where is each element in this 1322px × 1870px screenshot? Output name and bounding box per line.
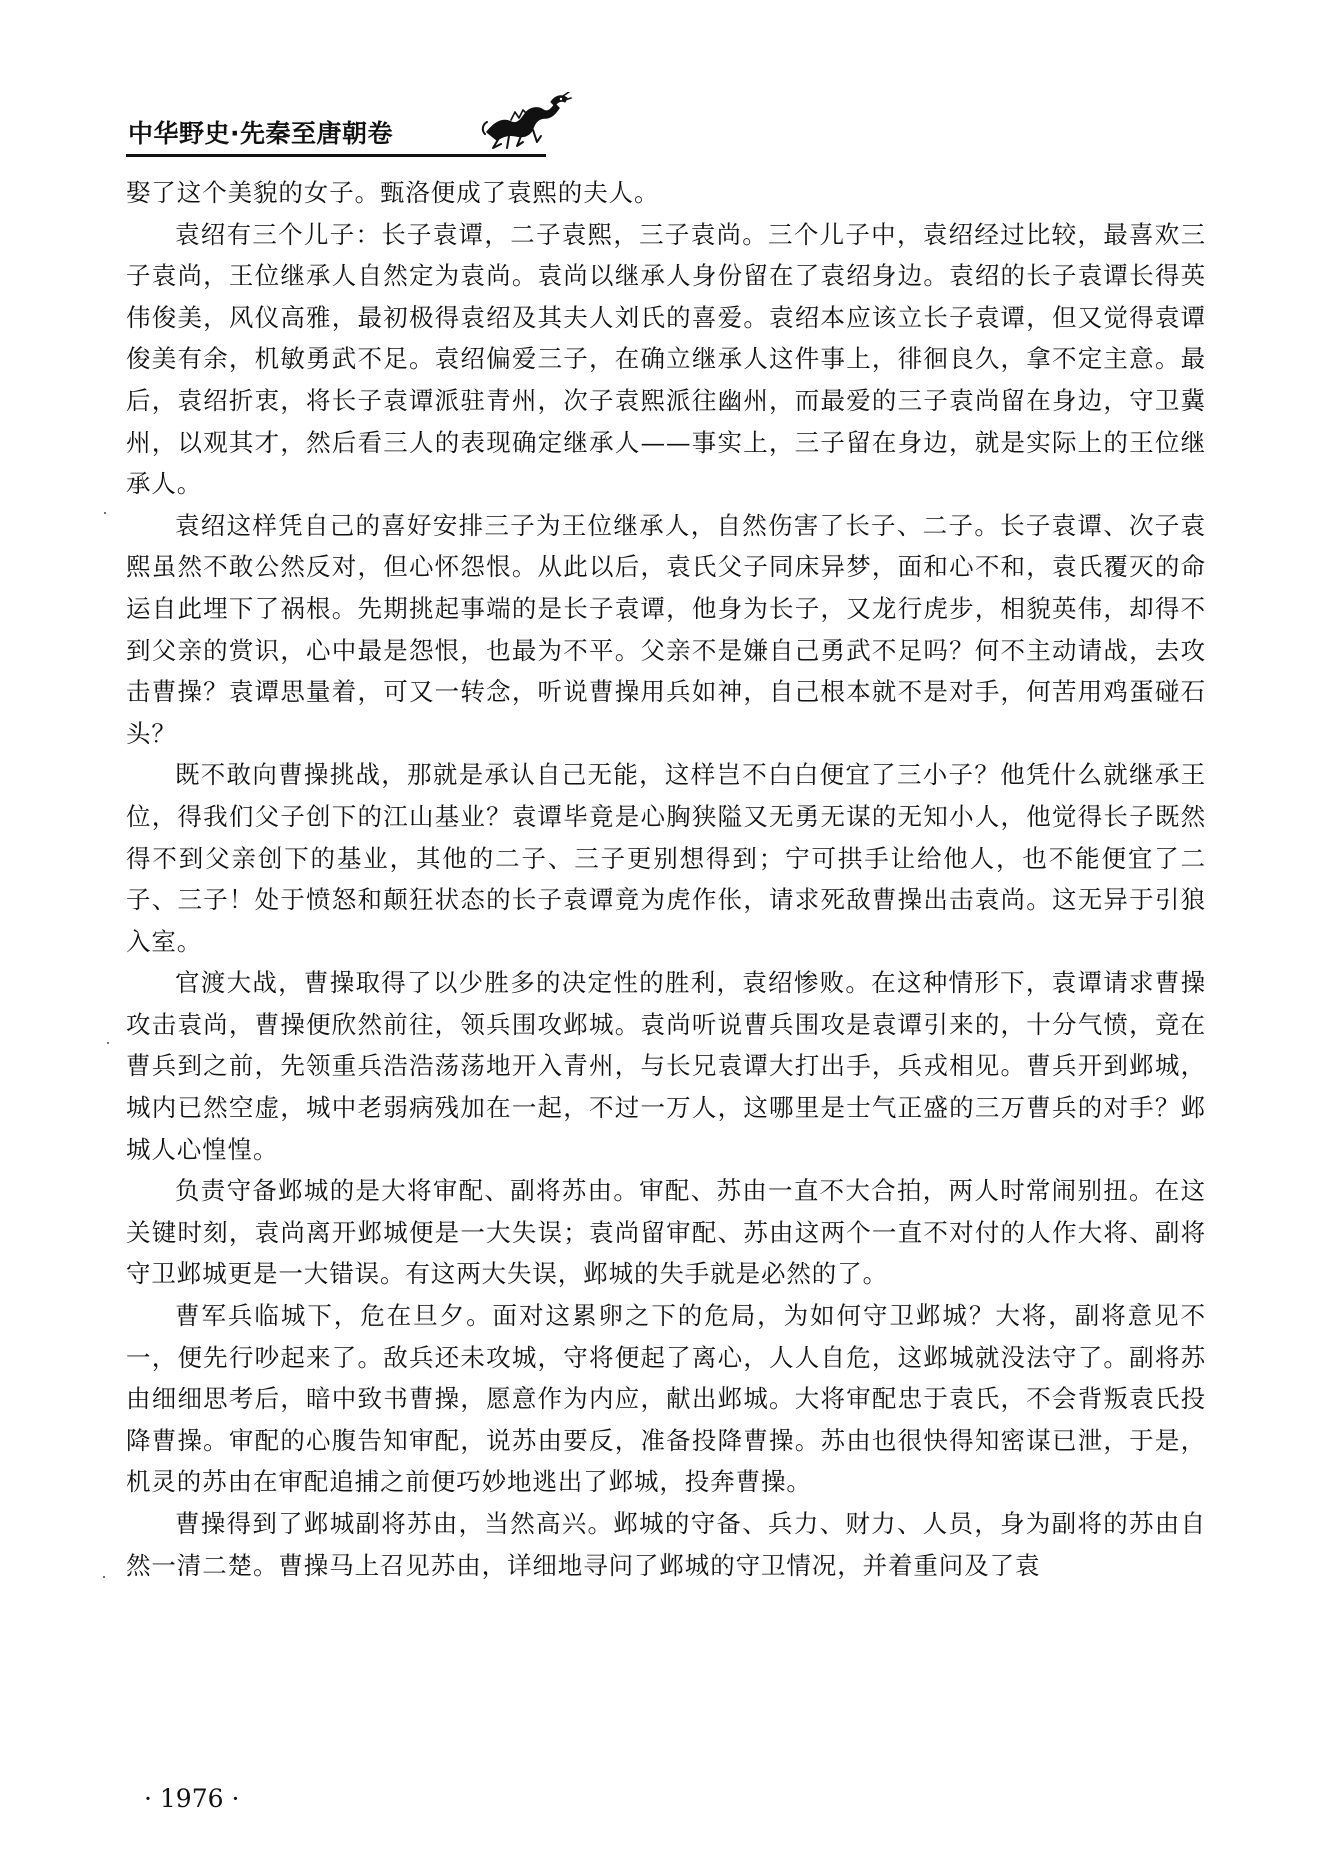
- running-header: [126, 92, 546, 162]
- paragraph: 官渡大战，曹操取得了以少胜多的决定性的胜利，袁绍惨败。在这种情形下，袁谭请求曹操攻击袁尚，曹操便欣然前往，领兵围攻邺城。袁尚听说曹兵围攻是袁谭引来的，十分气愤，竟在曹兵到之前，先领重兵浩浩荡荡地开入青州，与长兄袁谭大打出手，兵戎相见。曹兵开到邺城，城内已然空虚，城中老弱病残加在一起，不过一万人，这哪里是士气正盛的三万曹兵的对手？邺城人心惶惶。: [126, 968, 1206, 1164]
- paragraph: 袁绍有三个儿子：长子袁谭，二子袁熙，三子袁尚。三个儿子中，袁绍经过比较，最喜欢三子袁尚，王位继承人自然定为袁尚。袁尚以继承人身份留在了袁绍身边。袁绍的长子袁谭长得英伟俊美，风仪高雅，最初极得袁绍及其夫人刘氏的喜爱。袁绍本应该立长子袁谭，但又觉得袁谭俊美有余，机敏勇武不足。袁绍偏爱三子，在确立继承人这件事上，徘徊良久，拿不定主意。最后，袁绍折衷，将长子袁谭派驻青州，次子袁熙派往幽州，而最爱的三子袁尚留在身边，守卫冀州，以观其才，然后看三人的表现确定继承人——事实上，三子留在身边，就是实际上的王位继承人。: [126, 219, 1206, 499]
- scan-speck: [107, 1042, 109, 1044]
- scan-speck: [103, 1576, 105, 1578]
- paragraph: 袁绍这样凭自己的喜好安排三子为王位继承人，自然伤害了长子、二子。长子袁谭、次子袁熙虽然不敢公然反对，但心怀怨恨。从此以后，袁氏父子同床异梦，面和心不和，袁氏覆灭的命运自此埋下了祸根。先期挑起事端的是长子袁谭，他身为长子，又龙行虎步，相貌英伟，却得不到父亲的赏识，心中最是怨恨，也最为不平。父亲不是嫌自己勇武不足吗？何不主动请战，去攻击曹操？袁谭思量着，可又一转念，听说曹操用兵如神，自己根本就不是对手，何苦用鸡蛋碰石头？: [126, 510, 1206, 748]
- paragraph: 既不敢向曹操挑战，那就是承认自己无能，这样岂不白白便宜了三小子？他凭什么就继承王位，得我们父子创下的江山基业？袁谭毕竟是心胸狭隘又无勇无谋的无知小人，他觉得长子既然得不到父亲创下的基业，其他的二子、三子更别想得到；宁可拱手让给他人，也不能便宜了二子、三子！处于愤怒和颠狂状态的长子袁谭竟为虎作伥，请求死敌曹操出击袁尚。这无异于引狼入室。: [126, 760, 1206, 956]
- paragraph: 曹操得到了邺城副将苏由，当然高兴。邺城的守备、兵力、财力、人员，身为副将的苏由自然一清二楚。曹操马上召见苏由，详细地寻问了邺城的守卫情况，并着重问及了袁: [126, 1509, 1206, 1580]
- body-text: [126, 172, 1206, 1586]
- book-title: 中华野史·先秦至唐朝卷: [128, 119, 393, 148]
- paragraph: 负责守备邺城的是大将审配、副将苏由。审配、苏由一直不大合拍，两人时常闹别扭。在这关键时刻，袁尚离开邺城便是一大失误；袁尚留审配、苏由这两个一直不对付的人作大将、副将守卫邺城更是一大错误。有这两大失误，邺城的失手就是必然的了。: [126, 1176, 1206, 1289]
- paragraph: 娶了这个美貌的女子。甄洛便成了袁熙的夫人。: [126, 178, 660, 207]
- header-rule: [126, 154, 546, 157]
- paragraph: 曹军兵临城下，危在旦夕。面对这累卵之下的危局，为如何守卫邺城？大将，副将意见不一，便先行吵起来了。敌兵还未攻城，守将便起了离心，人人自危，这邺城就没法守了。副将苏由细细思考后，暗中致书曹操，愿意作为内应，献出邺城。大将审配忠于袁氏，不会背叛袁氏投降曹操。审配的心腹告知审配，说苏由要反，准备投降曹操。苏由也很快得知密谋已泄，于是，机灵的苏由在审配追捕之前便巧妙地逃出了邺城，投奔曹操。: [126, 1301, 1206, 1497]
- dragon-icon: [481, 92, 573, 152]
- scan-speck: [104, 512, 106, 514]
- page-number: · 1976 ·: [144, 1784, 240, 1813]
